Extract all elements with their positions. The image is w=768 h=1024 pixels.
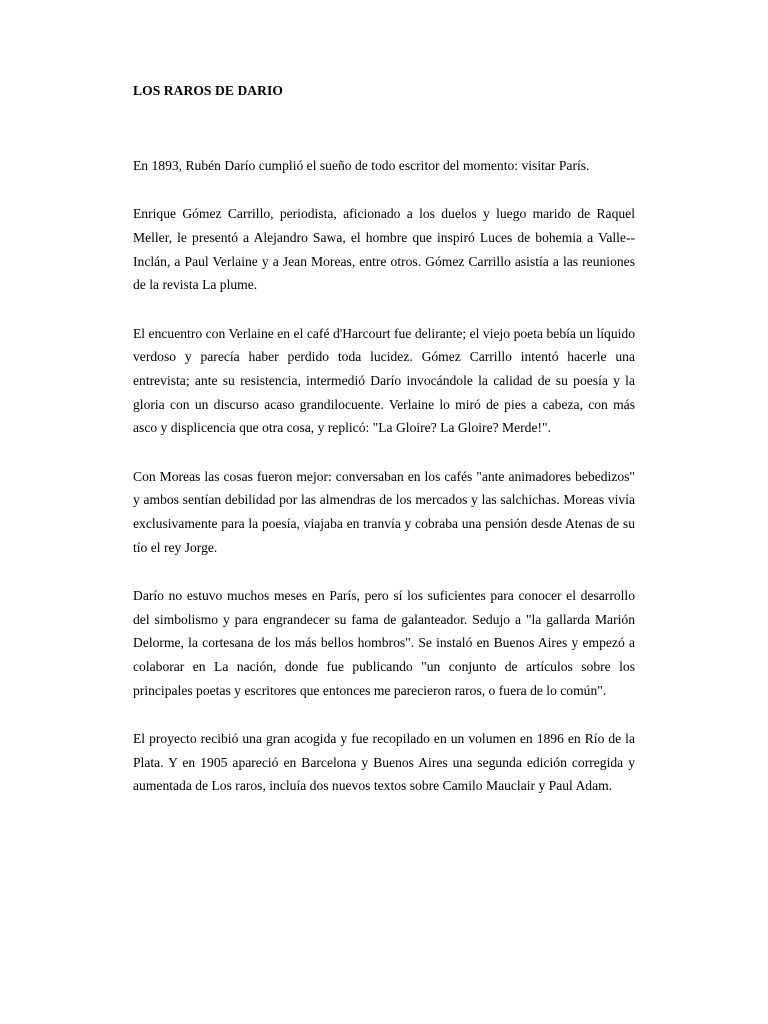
paragraph-publication: El proyecto recibió una gran acogida y fue recopilado en un volumen en 1896 en Río de la Plata. Y en 1905 apareció en Barcelona y Buenos Aires una segunda edición corregida y aumentada de Los raros, incluía dos nuevos textos sobre Camilo Mauclair y Paul Adam. bbox=[133, 730, 635, 794]
paragraph-dario-in-paris: Darío no estuvo muchos meses en París, pero sí los suficientes para conocer el desarrollo del simbolismo y para engrandecer su fama de galanteador. Sedujo a "la gallarda Marión Delorme, la cortesana de los más bellos hombros". Se instaló en Buenos Aires y empezó a colaborar en La nación, donde fue publicando "un conjunto de artículos sobre los principales poetas y escritores que entonces me parecieron raros, o fuera de lo común". bbox=[133, 587, 635, 698]
paragraph-verlaine-encounter: El encuentro con Verlaine en el café d'Harcourt fue delirante; el viejo poeta bebía un líquido verdoso y parecía haber perdido toda lucidez. Gómez Carrillo intentó hacerle una entrevista; ante su resistencia, intermedió Darío invocándole la calidad de su poesía y la gloria con un discurso acaso grandilocuente. Verlaine lo miró de pies a cabeza, con más asco y displicencia que otra cosa, y replicó: "La Gloire? La Gloire? Merde!". bbox=[133, 325, 635, 436]
document-title: LOS RAROS DE DARIO bbox=[133, 83, 283, 98]
paragraph-visit-paris: En 1893, Rubén Darío cumplió el sueño de todo escritor del momento: visitar París. bbox=[133, 158, 590, 173]
document-body bbox=[133, 154, 635, 822]
paragraph-moreas: Con Moreas las cosas fueron mejor: conversaban en los cafés "ante animadores bebedizos" y ambos sentían debilidad por las almendras de los mercados y las salchichas. Moreas vivía exclusivamente para la poesía, viajaba en tranvía y cobraba una pensión desde Atenas de su tío el rey Jorge. bbox=[133, 468, 635, 555]
paragraph-gomez-carrillo: Enrique Gómez Carrillo, periodista, aficionado a los duelos y luego marido de Raquel Meller, le presentó a Alejandro Sawa, el hombre que inspiró Luces de bohemia a Valle--Inclán, a Paul Verlaine y a Jean Moreas, entre otros. Gómez Carrillo asistía a las reuniones de la revista La plume. bbox=[133, 206, 635, 293]
